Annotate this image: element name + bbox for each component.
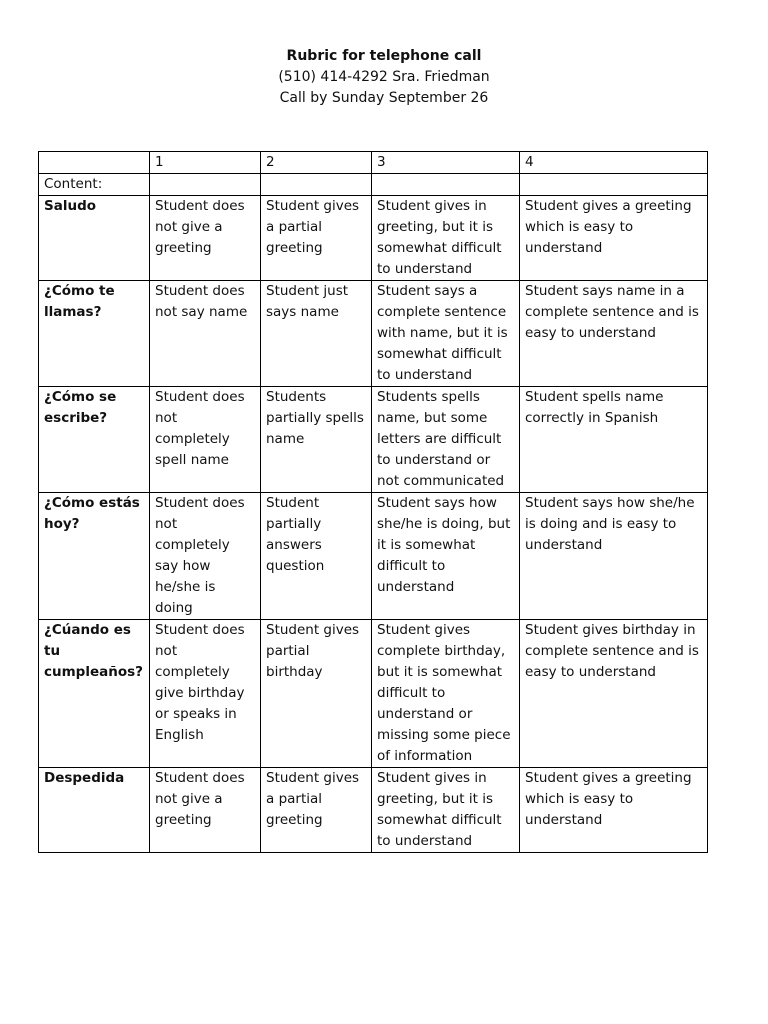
score-cell: Student gives a greeting which is easy to understand [520, 768, 708, 853]
rubric-row [39, 387, 708, 493]
rubric-row [39, 493, 708, 620]
section-label-row [39, 174, 708, 196]
rubric-table [38, 151, 708, 853]
criterion-cell: Despedida [39, 768, 150, 853]
score-cell: Students partially spells name [261, 387, 372, 493]
score-header-cell [39, 152, 150, 174]
rubric-row [39, 196, 708, 281]
score-cell: Student says name in a complete sentence and is easy to understand [520, 281, 708, 387]
score-header-cell: 3 [372, 152, 520, 174]
score-header-cell: 1 [150, 152, 261, 174]
empty-cell [150, 174, 261, 196]
score-cell: Student gives in greeting, but it is somewhat difficult to understand [372, 196, 520, 281]
criterion-cell: Saludo [39, 196, 150, 281]
criterion-cell: ¿Cómo se escribe? [39, 387, 150, 493]
score-cell: Student does not say name [150, 281, 261, 387]
score-cell: Student says how she/he is doing and is easy to understand [520, 493, 708, 620]
score-cell: Student gives a partial greeting [261, 768, 372, 853]
score-cell: Student does not give a greeting [150, 196, 261, 281]
criterion-cell: ¿Cúando es tu cumpleaños? [39, 620, 150, 768]
score-cell: Student gives a greeting which is easy to understand [520, 196, 708, 281]
score-cell: Student does not completely spell name [150, 387, 261, 493]
score-cell: Student says how she/he is doing, but it is somewhat difficult to understand [372, 493, 520, 620]
score-cell: Student gives in greeting, but it is somewhat difficult to understand [372, 768, 520, 853]
rubric-row [39, 768, 708, 853]
score-cell: Student does not completely give birthday or speaks in English [150, 620, 261, 768]
score-cell: Student partially answers question [261, 493, 372, 620]
score-cell: Student does not completely say how he/she is doing [150, 493, 261, 620]
rubric-row [39, 281, 708, 387]
contact-line: (510) 414-4292 Sra. Friedman [278, 69, 490, 85]
document-header [0, 46, 768, 109]
score-cell: Student spells name correctly in Spanish [520, 387, 708, 493]
document-title: Rubric for telephone call [286, 48, 482, 64]
score-cell: Student says a complete sentence with name, but it is somewhat difficult to understand [372, 281, 520, 387]
score-cell: Student just says name [261, 281, 372, 387]
empty-cell [372, 174, 520, 196]
empty-cell [520, 174, 708, 196]
empty-cell [261, 174, 372, 196]
score-header-cell: 2 [261, 152, 372, 174]
criterion-cell: ¿Cómo te llamas? [39, 281, 150, 387]
criterion-cell: ¿Cómo estás hoy? [39, 493, 150, 620]
score-cell: Student does not give a greeting [150, 768, 261, 853]
score-cell: Student gives complete birthday, but it is somewhat difficult to understand or missing some piece of information [372, 620, 520, 768]
score-header-cell: 4 [520, 152, 708, 174]
section-label: Content: [39, 174, 150, 196]
rubric-row [39, 620, 708, 768]
deadline-line: Call by Sunday September 26 [279, 90, 489, 106]
score-cell: Students spells name, but some letters are difficult to understand or not communicated [372, 387, 520, 493]
score-cell: Student gives birthday in complete sentence and is easy to understand [520, 620, 708, 768]
score-cell: Student gives partial birthday [261, 620, 372, 768]
score-cell: Student gives a partial greeting [261, 196, 372, 281]
score-header-row [39, 152, 708, 174]
